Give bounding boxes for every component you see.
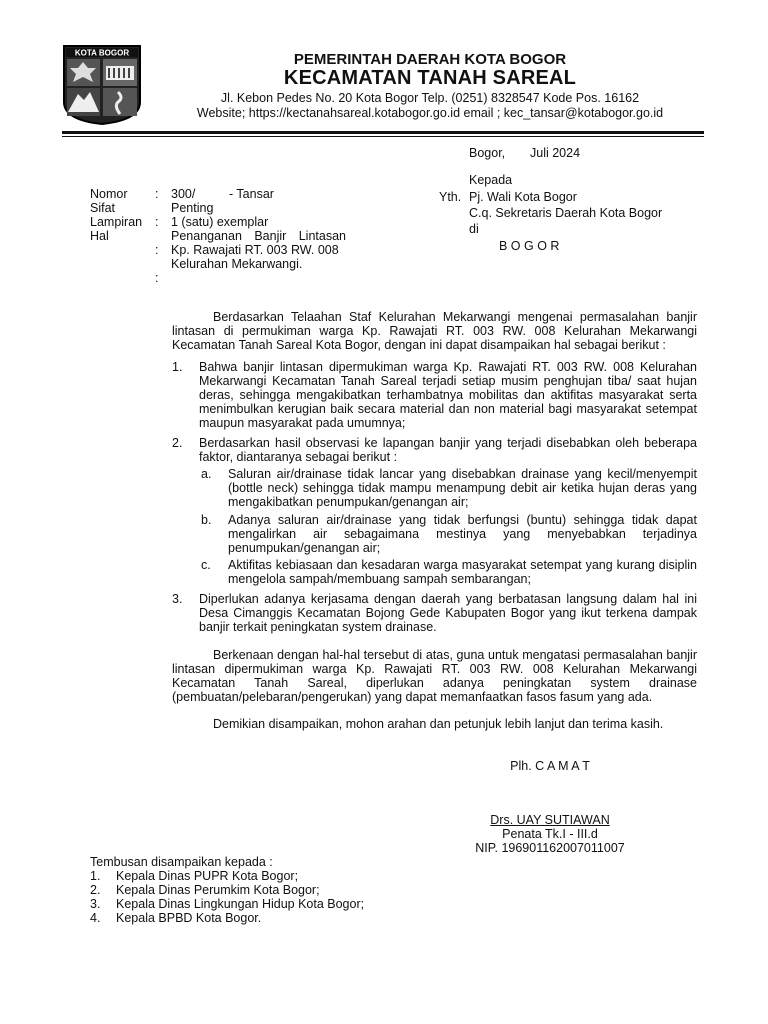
subitem-letter: b.: [201, 513, 212, 527]
cc-item: Kepala Dinas Lingkungan Hidup Kota Bogor;: [116, 897, 365, 911]
conclusion-line: (pembuatan/pelebaran/pengerukan) yang dapat memanfaatkan fasos fasum yang ada.: [172, 690, 653, 704]
hal-value-line: Kelurahan Mekarwangi.: [171, 257, 303, 271]
letterhead-website: Website; https://kectanahsareal.kotabogor.go.id email ; kec_tansar@kotabogor.go.id: [196, 106, 664, 120]
item-line: Mekarwangi Kecamatan Tanah Sareal terjadi setiap musim penghujan tiba/ saat hujan: [199, 374, 697, 388]
subitem-line: mengalirkan air sebagaimana mestinya yang menyebabkan terjadinya: [228, 527, 697, 541]
cc-item: Kepala Dinas Perumkim Kota Bogor;: [116, 883, 320, 897]
item-line: Diperlukan adanya kerjasama dengan daerah yang berbatasan langsung dalam hal ini: [199, 592, 697, 606]
nomor-value: 300/: [171, 187, 196, 201]
recipient-city: B O G O R: [499, 239, 560, 253]
letterhead-district: KECAMATAN TANAH SAREAL: [283, 67, 577, 89]
date-month-year: Juli 2024: [530, 146, 581, 160]
lampiran-label: Lampiran: [90, 215, 143, 229]
cc-number: 1.: [90, 869, 101, 883]
conclusion-line: Berkenaan dengan hal-hal tersebut di atas, guna untuk mengatasi permasalahan banjir: [213, 648, 697, 662]
subitem-line: (bottle neck) sehingga tidak mampu menampung debit air ketika hujan deras yang: [228, 481, 697, 495]
letterhead-divider: [62, 131, 704, 134]
cc-number: 4.: [90, 911, 101, 925]
intro-line: Kecamatan Tanah Sareal Kota Bogor, dengan ini dapat disampaikan hal sebagai berikut :: [172, 338, 666, 352]
recipient-kepada: Kepada: [469, 173, 513, 187]
logo-label: KOTA BOGOR: [74, 48, 130, 58]
closing-sentence: Demikian disampaikan, mohon arahan dan petunjuk lebih lanjut dan terima kasih.: [213, 717, 664, 731]
item-line: deras, sehingga mengakibatkan terhambatnya mobilitas dan aktifitas masyarakat serta: [199, 388, 697, 402]
cc-heading: Tembusan disampaikan kepada :: [90, 855, 273, 869]
hal-value-line: Penanganan Banjir Lintasan: [171, 229, 346, 243]
subitem-letter: a.: [201, 467, 212, 481]
letterhead-address: Jl. Kebon Pedes No. 20 Kota Bogor Telp. (0251) 8328547 Kode Pos. 16162: [220, 91, 640, 105]
subitem-line: Saluran air/drainase tidak lancar yang disebabkan drainase yang kecil/menyempit: [228, 467, 697, 481]
signature-nip: NIP. 196901162007011007: [475, 841, 625, 855]
extra-colon: :: [155, 271, 159, 285]
item-line: Desa Cimanggis Kecamatan Bojong Gede Kabupaten Bogor yang ikut terkena dampak: [199, 606, 697, 620]
sifat-label: Sifat: [90, 201, 116, 215]
subitem-line: mengelola sampah/membuang sampah sembarangan;: [228, 572, 531, 586]
intro-line: lintasan di permukiman warga Kp. Rawajati RT. 003 RW. 008 Kelurahan Mekarwangi: [172, 324, 697, 338]
nomor-colon: :: [155, 187, 159, 201]
conclusion-line: lintasan dipermukiman warga Kp. Rawajati RT. 003 RW. 008 Kelurahan Mekarwangi: [172, 662, 697, 676]
cc-item: Kepala BPBD Kota Bogor.: [116, 911, 262, 925]
cc-item: Kepala Dinas PUPR Kota Bogor;: [116, 869, 299, 883]
signature-title: Plh. C A M A T: [510, 759, 590, 773]
subitem-line: Adanya saluran air/drainase yang tidak berfungsi (buntu) sehingga tidak dapat: [228, 513, 697, 527]
hal-colon: :: [155, 243, 159, 257]
letterhead-divider-thin: [62, 136, 704, 137]
nomor-suffix: - Tansar: [229, 187, 274, 201]
date-place: Bogor,: [469, 146, 506, 160]
signature-name: Drs. UAY SUTIAWAN: [490, 813, 610, 827]
hal-value-line: Kp. Rawajati RT. 003 RW. 008: [171, 243, 339, 257]
item-line: Bahwa banjir lintasan dipermukiman warga Kp. Rawajati RT. 003 RW. 008 Kelurahan: [199, 360, 697, 374]
item-line: banjir terkait peningkatan system drainase.: [199, 620, 437, 634]
letterhead-government: PEMERINTAH DAERAH KOTA BOGOR: [293, 51, 567, 68]
hal-label: Hal: [90, 229, 109, 243]
lampiran-colon: :: [155, 215, 159, 229]
nomor-label: Nomor: [90, 187, 128, 201]
subitem-line: penumpukan/genangan air;: [228, 541, 381, 555]
cc-number: 3.: [90, 897, 101, 911]
intro-line: Berdasarkan Telaahan Staf Kelurahan Mekarwangi mengenai permasalahan banjir: [213, 310, 697, 324]
kota-bogor-emblem-icon: [62, 44, 142, 126]
subitem-line: mengakibatkan penumpukan/genangan air;: [228, 495, 469, 509]
recipient-line: Pj. Wali Kota Bogor: [469, 190, 577, 204]
recipient-line: di: [469, 222, 479, 236]
cc-number: 2.: [90, 883, 101, 897]
signature-rank: Penata Tk.I - III.d: [502, 827, 598, 841]
subitem-letter: c.: [201, 558, 211, 572]
subitem-line: Aktifitas kebiasaan dan kesadaran warga masyarakat setempat yang kurang disiplin: [228, 558, 697, 572]
conclusion-line: Kecamatan Tanah Sareal, diperlukan adanya peningkatan system drainase: [172, 676, 697, 690]
sifat-value: Penting: [171, 201, 214, 215]
item-number: 3.: [172, 592, 183, 606]
item-number: 2.: [172, 436, 183, 450]
recipient-line: C.q. Sekretaris Daerah Kota Bogor: [469, 206, 663, 220]
lampiran-value: 1 (satu) exemplar: [171, 215, 269, 229]
item-line: faktor, diantaranya sebagai berikut :: [199, 450, 398, 464]
recipient-yth: Yth.: [439, 190, 462, 204]
item-line: maupun masyarakat pada umumnya;: [199, 416, 406, 430]
item-line: menimbulkan kerugian baik secara material dan non material bagi masyarakat setempat: [199, 402, 697, 416]
item-line: Berdasarkan hasil observasi ke lapangan banjir yang terjadi disebabkan oleh beberapa: [199, 436, 697, 450]
item-number: 1.: [172, 360, 183, 374]
